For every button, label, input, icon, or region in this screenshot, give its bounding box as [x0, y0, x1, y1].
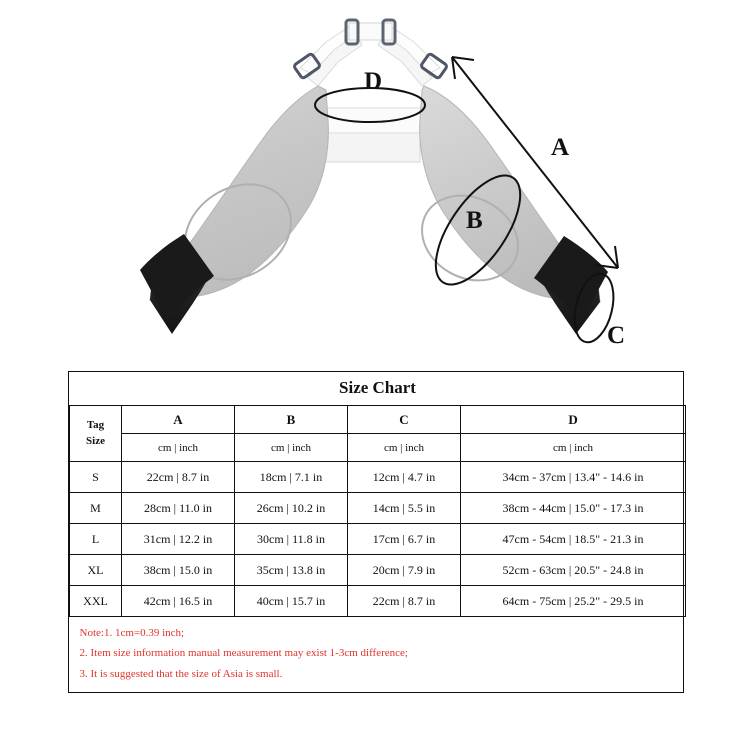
header-col-d: D: [461, 406, 686, 434]
dimension-label-d: D: [364, 68, 383, 95]
notes-block: [70, 617, 686, 693]
table-row: [70, 462, 686, 493]
row-value-b: 26cm | 10.2 in: [235, 493, 348, 524]
table-row: [70, 524, 686, 555]
table-row: [70, 493, 686, 524]
row-value-d: 64cm - 75cm | 25.2" - 29.5 in: [461, 586, 686, 617]
row-value-a: 28cm | 11.0 in: [122, 493, 235, 524]
row-size: XL: [70, 555, 122, 586]
table-row: [70, 555, 686, 586]
row-value-b: 30cm | 11.8 in: [235, 524, 348, 555]
header-col-a: A: [122, 406, 235, 434]
chart-title: Size Chart: [70, 372, 686, 406]
product-image-area: [0, 0, 750, 368]
unit-col-d: cm | inch: [461, 434, 686, 462]
size-chart-table: [69, 372, 686, 692]
row-value-d: 47cm - 54cm | 18.5" - 21.3 in: [461, 524, 686, 555]
row-size: M: [70, 493, 122, 524]
note-line-3: 3. It is suggested that the size of Asia is small.: [79, 667, 283, 680]
row-value-d: 52cm - 63cm | 20.5" - 24.8 in: [461, 555, 686, 586]
row-value-b: 35cm | 13.8 in: [235, 555, 348, 586]
dimension-label-b: B: [466, 207, 483, 234]
row-value-d: 34cm - 37cm | 13.4" - 14.6 in: [461, 462, 686, 493]
row-value-a: 42cm | 16.5 in: [122, 586, 235, 617]
row-value-a: 22cm | 8.7 in: [122, 462, 235, 493]
header-size: Size: [86, 434, 105, 447]
row-value-c: 20cm | 7.9 in: [348, 555, 461, 586]
row-value-c: 17cm | 6.7 in: [348, 524, 461, 555]
row-value-c: 22cm | 8.7 in: [348, 586, 461, 617]
row-value-d: 38cm - 44cm | 15.0" - 17.3 in: [461, 493, 686, 524]
header-tag-size: [70, 406, 122, 462]
unit-col-c: cm | inch: [348, 434, 461, 462]
unit-col-a: cm | inch: [122, 434, 235, 462]
dimension-label-c: C: [607, 322, 626, 349]
row-size: XXL: [70, 586, 122, 617]
product-illustration: [0, 0, 750, 368]
unit-col-b: cm | inch: [235, 434, 348, 462]
row-value-c: 14cm | 5.5 in: [348, 493, 461, 524]
row-value-c: 12cm | 4.7 in: [348, 462, 461, 493]
table-row: [70, 586, 686, 617]
row-value-b: 18cm | 7.1 in: [235, 462, 348, 493]
left-sleeve: [140, 86, 328, 334]
row-size: S: [70, 462, 122, 493]
row-value-a: 38cm | 15.0 in: [122, 555, 235, 586]
header-tag: Tag: [86, 418, 105, 431]
size-chart-container: [68, 371, 684, 693]
row-size: L: [70, 524, 122, 555]
row-value-b: 40cm | 15.7 in: [235, 586, 348, 617]
note-line-1: Note:1. 1cm=0.39 inch;: [79, 627, 185, 639]
note-line-2: 2. Item size information manual measurement may exist 1-3cm difference;: [79, 647, 408, 660]
row-value-a: 31cm | 12.2 in: [122, 524, 235, 555]
dimension-label-a: A: [551, 134, 570, 161]
header-col-b: B: [235, 406, 348, 434]
header-col-c: C: [348, 406, 461, 434]
